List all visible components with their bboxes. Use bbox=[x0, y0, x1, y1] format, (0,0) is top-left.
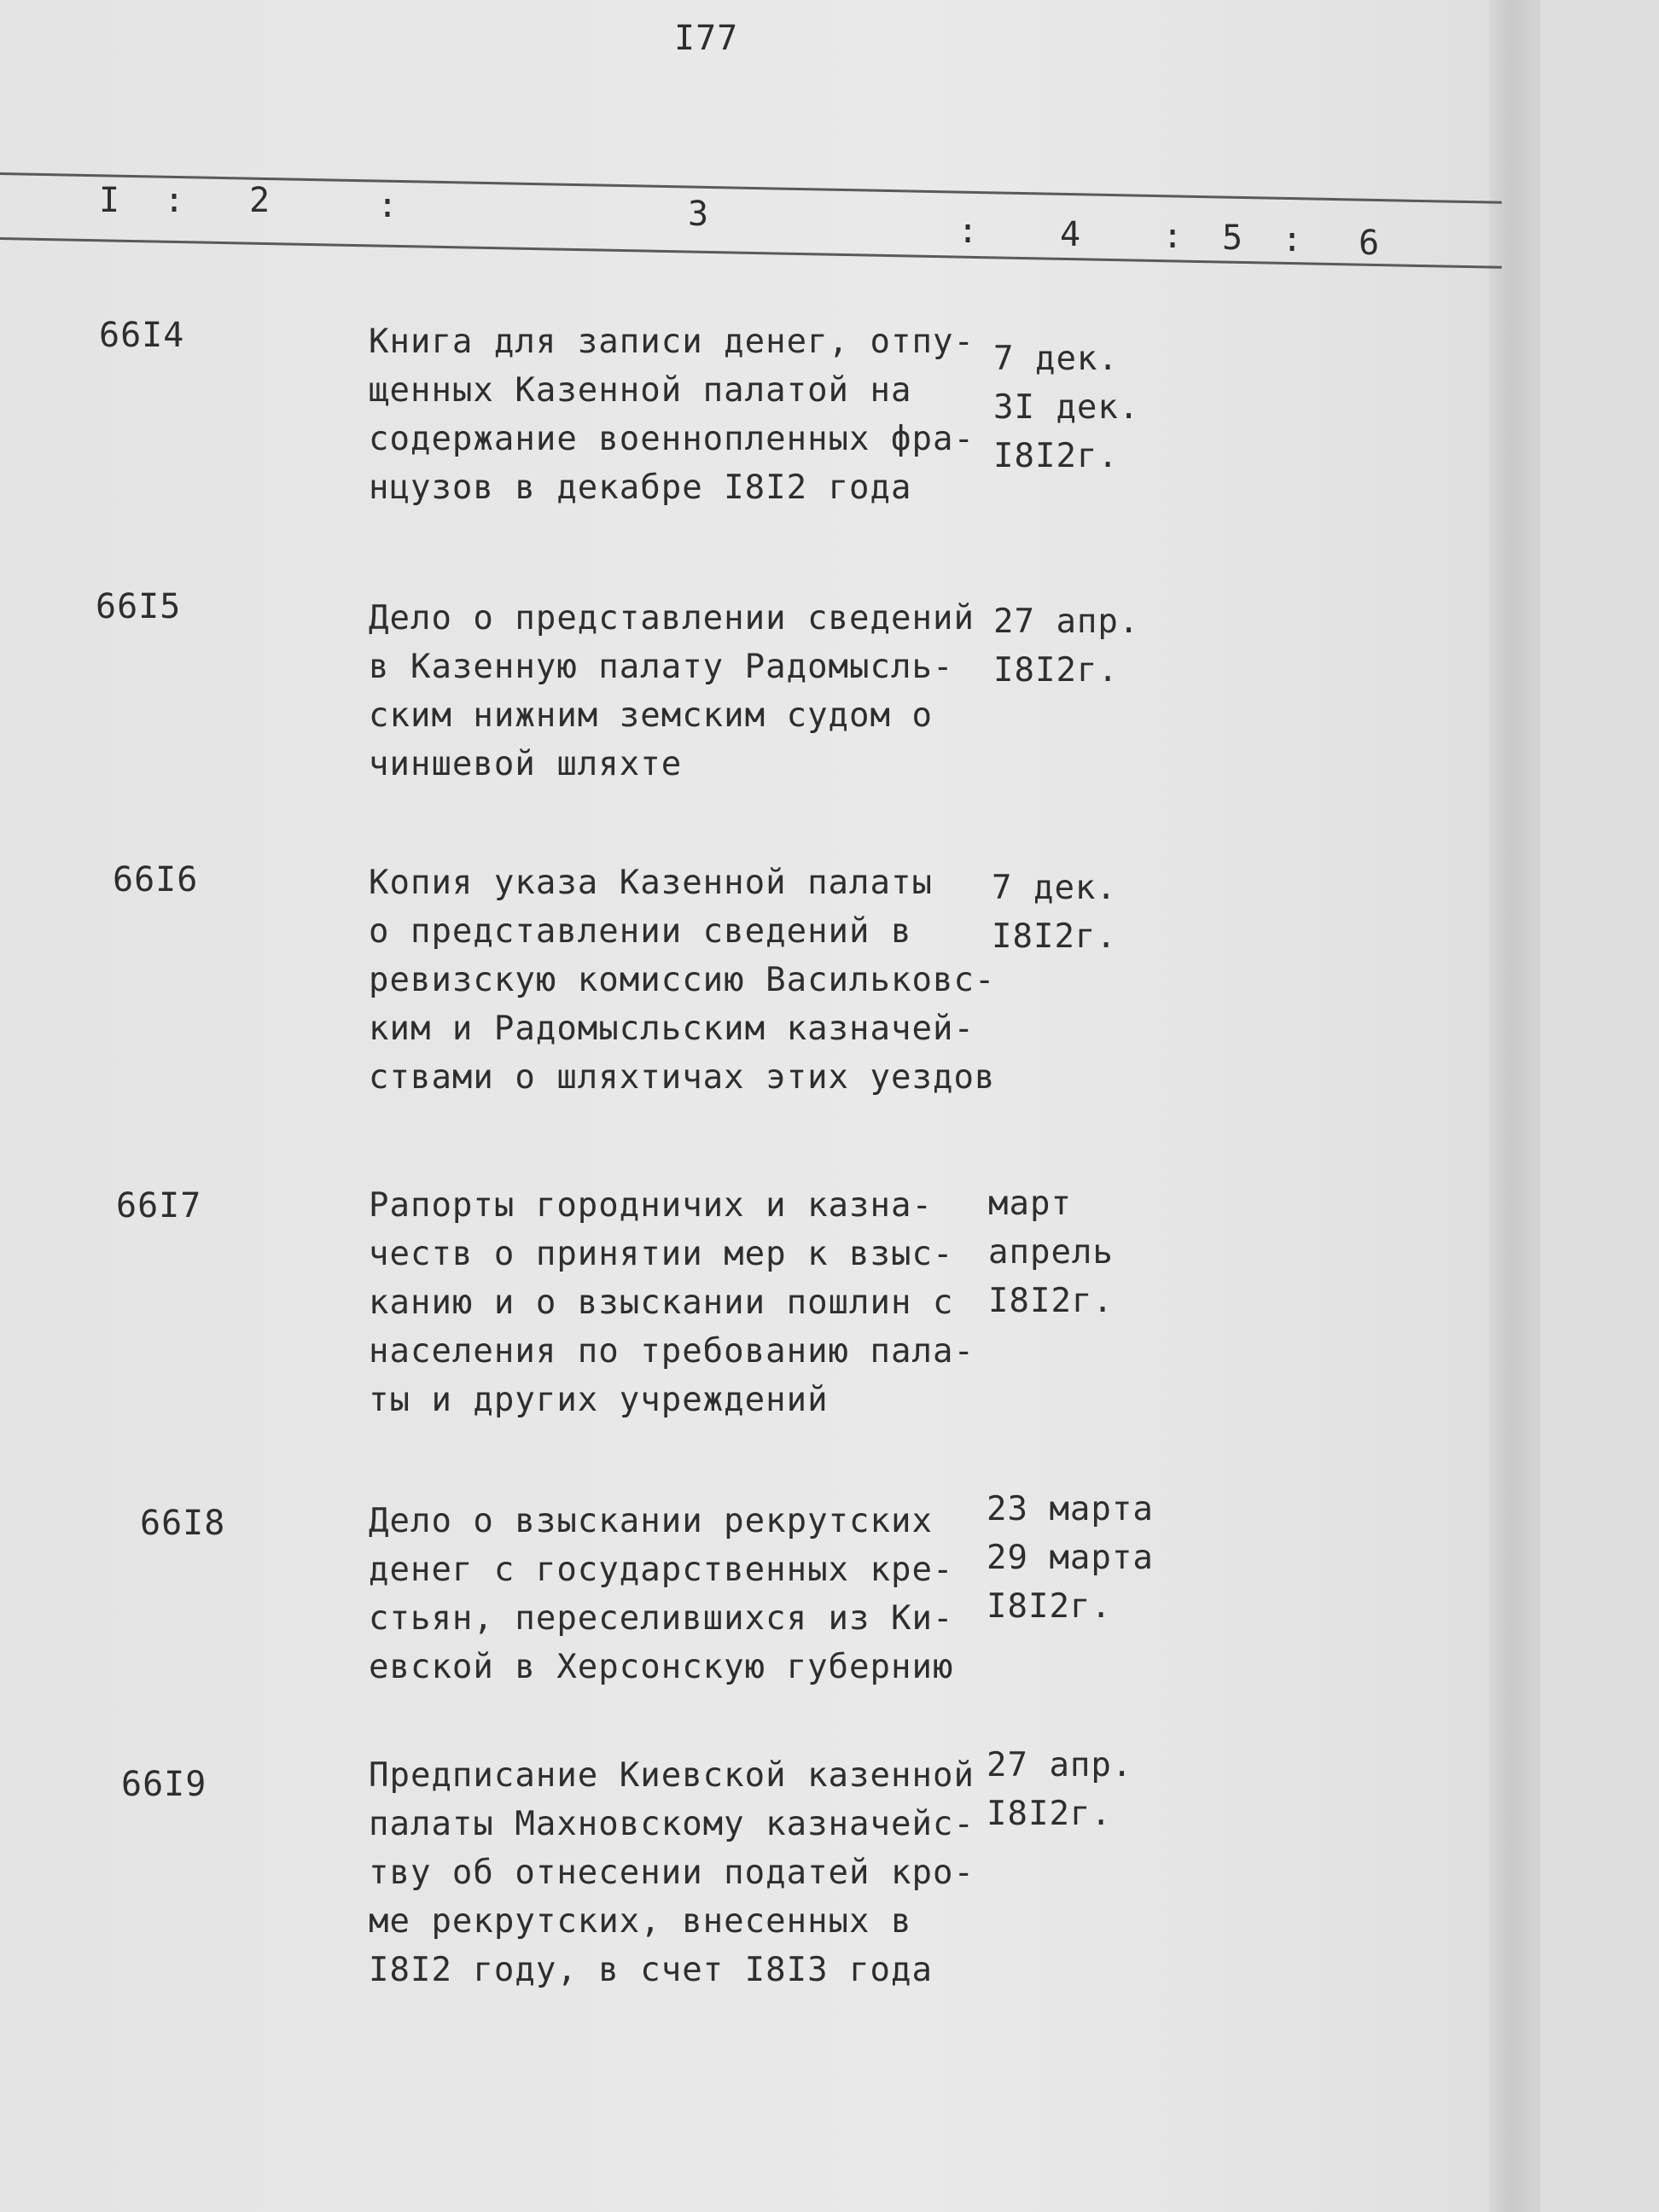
entry-title: Рапорты городничих и казна- честв о принятии мер к взыс- канию и о взыскании пошлин с населения по требованию пала- ты и других учреждений bbox=[369, 1186, 975, 1419]
header-rule-bottom bbox=[0, 237, 1502, 269]
entry-title: Копия указа Казенной палаты о представлении сведений в ревизскую комиссию Васильковс- ким и Радомысльским казначей- ствами о шляхтичах этих уездов bbox=[369, 864, 996, 1097]
entry-date: март апрель I8I2г. bbox=[988, 1185, 1114, 1320]
entry-title: Книга для записи денег, отпу- щенных Казенной палатой на содержание военнопленных фра- нцузов в декабре I8I2 года bbox=[369, 323, 975, 507]
entry-date: 7 дек. 3I дек. I8I2г. bbox=[993, 340, 1140, 475]
column-header-2: 2 bbox=[249, 181, 271, 220]
entry-title: Дело о взыскании рекрутских денег с государственных кре- стьян, переселившихся из Ки- евской в Херсонскую губернию bbox=[369, 1502, 954, 1686]
column-header-5: 5 bbox=[1222, 218, 1243, 258]
column-separator: : bbox=[164, 181, 185, 220]
column-separator: : bbox=[377, 186, 399, 225]
column-header-4: 4 bbox=[1060, 215, 1081, 254]
page-spine-shadow bbox=[1489, 0, 1540, 2212]
entry-number: 66I9 bbox=[121, 1765, 207, 1804]
entry-number: 66I8 bbox=[140, 1504, 226, 1543]
column-separator: : bbox=[1162, 217, 1184, 256]
entry-number: 66I7 bbox=[116, 1186, 202, 1225]
entry-date: 7 дек. I8I2г. bbox=[992, 869, 1117, 956]
entry-number: 66I4 bbox=[99, 316, 185, 355]
entry-date: 27 апр. I8I2г. bbox=[993, 602, 1140, 690]
column-header-1: I bbox=[99, 181, 120, 220]
column-separator: : bbox=[958, 212, 979, 251]
column-separator: : bbox=[1282, 220, 1303, 259]
header-rule-top bbox=[0, 172, 1502, 204]
entry-title: Предписание Киевской казенной палаты Махновскому казначейс- тву об отнесении податей кро- ме рекрутских, внесенных в I8I2 году, в счет I8I3 года bbox=[369, 1756, 975, 1989]
column-header-6: 6 bbox=[1359, 224, 1380, 263]
page-number: I77 bbox=[674, 19, 739, 58]
entry-date: 23 марта 29 марта I8I2г. bbox=[987, 1490, 1154, 1626]
entry-number: 66I6 bbox=[113, 860, 199, 899]
entry-title: Дело о представлении сведений в Казенную палату Радомысль- ским нижним земским судом о чиншевой шляхте bbox=[369, 599, 975, 783]
adjacent-page-edge bbox=[1540, 0, 1659, 2212]
column-header-3: 3 bbox=[688, 195, 709, 234]
entry-number: 66I5 bbox=[96, 587, 182, 626]
entry-date: 27 апр. I8I2г. bbox=[987, 1746, 1133, 1833]
